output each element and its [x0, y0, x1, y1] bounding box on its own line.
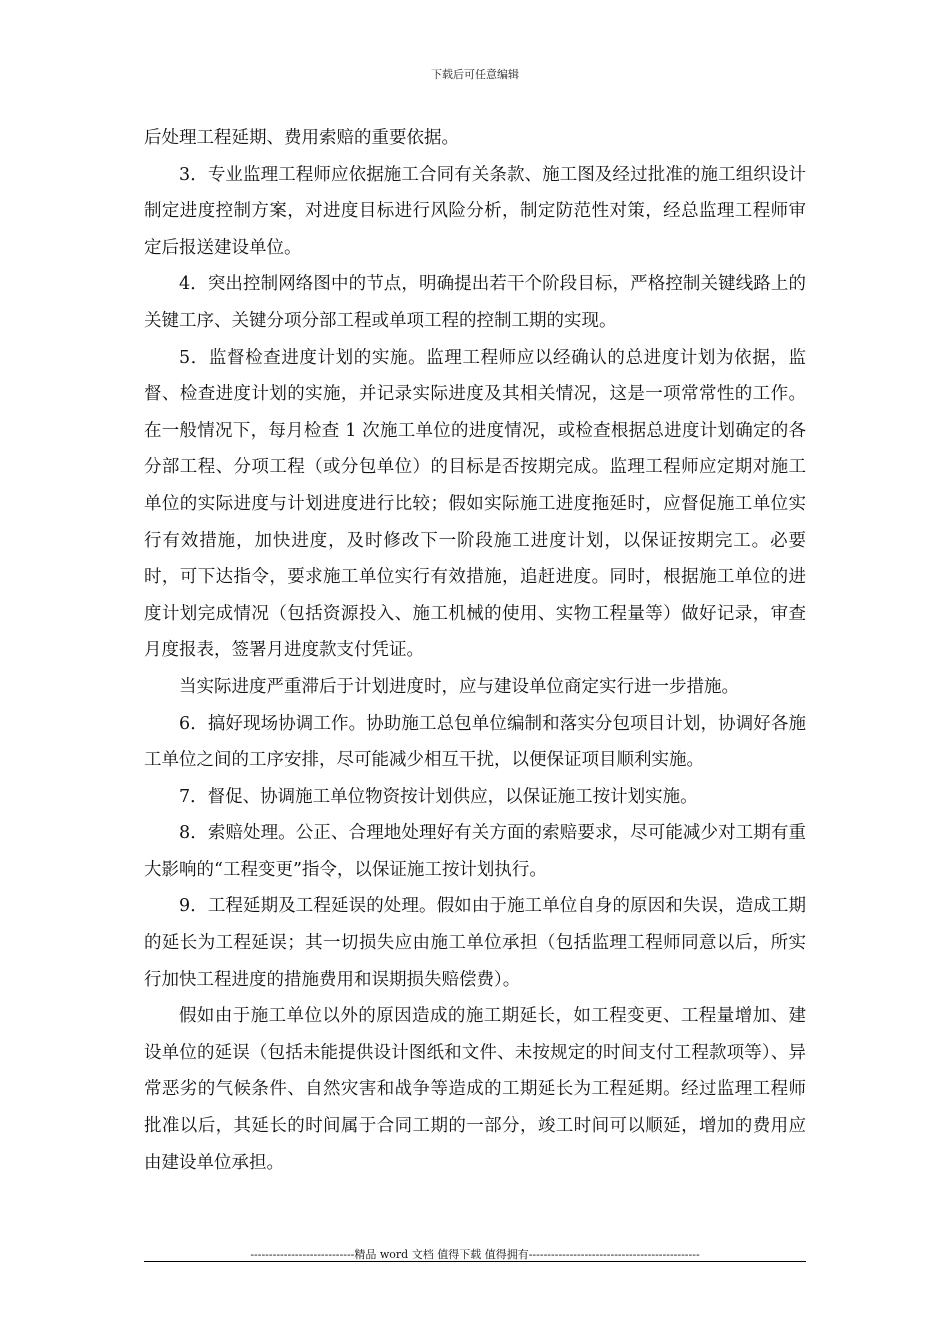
page-footer: ----------------------------精品 word 文档 值得下载 值得拥有----------------------------------------------: [250, 1248, 700, 1261]
paragraph-extension: 假如由于施工单位以外的原因造成的施工期延长，如工程变更、工程量增加、建设单位的延误（包括未能提供设计图纸和文件、未按规定的时间支付工程款项等）、异常恶劣的气候条件、自然灾害和战争等造成的工期延长为工程延期。经过监理工程师批准以后，其延长的时间属于合同工期的一部分，竣工时间可以顺延，增加的费用应由建设单位承担。: [144, 1006, 806, 1173]
footer-rule: [144, 1261, 806, 1262]
paragraph-item-5: 5．监督检查进度计划的实施。监理工程师应以经确认的总进度计划为依据，监督、检查进度计划的实施，并记录实际进度及其相关情况，这是一项常常性的工作。在一般情况下，每月检查 1 次施工单位的进度情况，或检查根据总进度计划确定的各分部工程、分项工程（或分包单位）的目标是否按期完成。监理工程师应定期对施工单位的实际进度与计划进度进行比较；假如实际施工进度拖延时，应督促施工单位实行有效措施，加快进度，及时修改下一阶段施工进度计划，以保证按期完工。必要时，可下达指令，要求施工单位实行有效措施，追赶进度。同时，根据施工单位的进度计划完成情况（包括资源投入、施工机械的使用、实物工程量等）做好记录，审查月度报表，签署月进度款支付凭证。: [144, 347, 806, 661]
page-header: 下载后可任意编辑: [431, 68, 519, 81]
paragraph-item-8: 8．索赔处理。公正、合理地处理好有关方面的索赔要求，尽可能减少对工期有重大影响的“工程变更”指令，以保证施工按计划执行。: [144, 823, 806, 880]
paragraph-delay-measures: 当实际进度严重滞后于计划进度时，应与建设单位商定实行进一步措施。: [179, 676, 739, 697]
document-body: [144, 120, 806, 1181]
paragraph-item-6: 6．搞好现场协调工作。协助施工总包单位编制和落实分包项目计划，协调好各施工单位之间的工序安排，尽可能减少相互干扰，以便保证项目顺利实施。: [144, 713, 806, 771]
paragraph-item-7: 7．督促、协调施工单位物资按计划供应，以保证施工按计划实施。: [179, 786, 698, 807]
paragraph-continuation: 后处理工程延期、费用索赔的重要依据。: [144, 128, 459, 148]
paragraph-item-4: 4．突出控制网络图中的节点，明确提出若干个阶段目标，严格控制关键线路上的关键工序、关键分项分部工程或单项工程的控制工期的实现。: [144, 274, 806, 331]
paragraph-item-3: 3．专业监理工程师应依据施工合同有关条款、施工图及经过批准的施工组织设计制定进度控制方案，对进度目标进行风险分析，制定防范性对策，经总监理工程师审定后报送建设单位。: [144, 164, 806, 258]
paragraph-item-9: 9．工程延期及工程延误的处理。假如由于施工单位自身的原因和失误，造成工期的延长为工程延误；其一切损失应由施工单位承担（包括监理工程师同意以后，所实行加快工程进度的措施费用和误期损失赔偿费）。: [144, 896, 806, 990]
